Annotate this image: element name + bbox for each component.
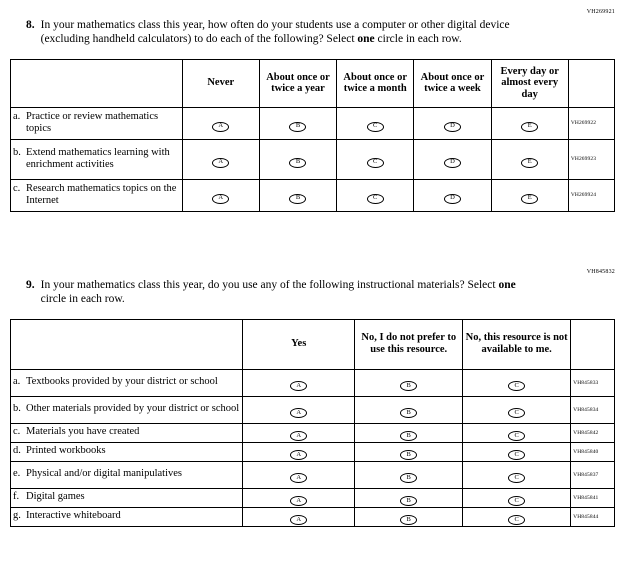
answer-bubble[interactable]: A xyxy=(290,431,307,441)
row-label xyxy=(11,107,183,139)
answer-bubble[interactable]: E xyxy=(521,158,538,168)
row-code: VH269923 xyxy=(568,139,614,179)
row-letter: e. xyxy=(13,468,21,480)
answer-bubble[interactable]: A xyxy=(290,496,307,506)
row-code: VH269922 xyxy=(568,107,614,139)
row-text: Research mathematics topics on the Internet xyxy=(26,183,177,207)
answer-bubble[interactable]: D xyxy=(444,194,461,204)
answer-bubble[interactable]: A xyxy=(290,473,307,483)
table-header-row xyxy=(11,319,615,369)
answer-bubble[interactable]: C xyxy=(508,496,525,506)
row-letter: g. xyxy=(13,510,21,522)
question-8-text-part2: circle in each row. xyxy=(374,33,462,46)
row-letter: d. xyxy=(13,445,21,457)
row-label xyxy=(11,423,243,442)
table-row xyxy=(11,139,615,179)
row-letter: f. xyxy=(13,491,20,503)
row-label xyxy=(11,139,183,179)
answer-cell xyxy=(337,179,414,211)
column-header-never: Never xyxy=(182,59,259,107)
column-header-yes: Yes xyxy=(243,319,355,369)
column-header-week: About once or twice a week xyxy=(414,59,491,107)
answer-cell xyxy=(463,442,571,461)
answer-cell xyxy=(463,461,571,488)
row-text: Digital games xyxy=(26,491,85,503)
answer-bubble[interactable]: C xyxy=(508,450,525,460)
answer-bubble[interactable]: B xyxy=(400,473,417,483)
column-header-no-prefer: No, I do not prefer to use this resource. xyxy=(355,319,463,369)
answer-cell xyxy=(491,179,568,211)
answer-bubble[interactable]: A xyxy=(290,515,307,525)
table-row xyxy=(11,423,615,442)
question-9 xyxy=(10,278,617,307)
row-label xyxy=(11,488,243,507)
answer-cell xyxy=(463,396,571,423)
row-label xyxy=(11,507,243,526)
row-letter: b. xyxy=(13,147,21,159)
row-letter: c. xyxy=(13,426,21,438)
row-code: VH845833 xyxy=(571,369,615,396)
answer-bubble[interactable]: C xyxy=(508,515,525,525)
answer-cell xyxy=(463,507,571,526)
answer-cell xyxy=(243,461,355,488)
answer-cell xyxy=(414,179,491,211)
header-code-cell xyxy=(571,319,615,369)
column-header-everyday: Every day or almost every day xyxy=(491,59,568,107)
answer-cell xyxy=(463,369,571,396)
question-9-table xyxy=(10,319,615,527)
row-letter: b. xyxy=(13,403,21,415)
answer-cell xyxy=(243,442,355,461)
answer-bubble[interactable]: B xyxy=(289,122,306,132)
table-row xyxy=(11,179,615,211)
answer-cell xyxy=(259,107,336,139)
row-text: Physical and/or digital manipulatives xyxy=(26,468,183,480)
row-code: VH845841 xyxy=(571,488,615,507)
table-row xyxy=(11,507,615,526)
header-stub-cell xyxy=(11,59,183,107)
answer-cell xyxy=(182,139,259,179)
answer-bubble[interactable]: C xyxy=(367,122,384,132)
row-code: VH845844 xyxy=(571,507,615,526)
question-9-number: 9. xyxy=(26,278,35,291)
answer-bubble[interactable]: B xyxy=(400,450,417,460)
section-spacer xyxy=(10,212,617,268)
row-code: VH269924 xyxy=(568,179,614,211)
question-9-bold-word: one xyxy=(498,278,516,291)
table-row xyxy=(11,369,615,396)
question-8-table xyxy=(10,59,615,212)
answer-bubble[interactable]: B xyxy=(400,515,417,525)
answer-bubble[interactable]: E xyxy=(521,194,538,204)
answer-cell xyxy=(243,396,355,423)
row-text: Materials you have created xyxy=(26,426,140,438)
answer-cell xyxy=(243,423,355,442)
row-text: Interactive whiteboard xyxy=(26,510,121,522)
answer-cell xyxy=(414,107,491,139)
answer-cell xyxy=(337,107,414,139)
answer-bubble[interactable]: E xyxy=(521,122,538,132)
answer-cell xyxy=(355,369,463,396)
table-row xyxy=(11,442,615,461)
column-header-year: About once or twice a year xyxy=(259,59,336,107)
row-code: VH845834 xyxy=(571,396,615,423)
row-letter: c. xyxy=(13,183,21,195)
answer-cell xyxy=(463,488,571,507)
answer-bubble[interactable]: B xyxy=(400,381,417,391)
table-header-row xyxy=(11,59,615,107)
answer-cell xyxy=(355,423,463,442)
row-letter: a. xyxy=(13,376,21,388)
answer-bubble[interactable]: C xyxy=(508,408,525,418)
answer-cell xyxy=(243,488,355,507)
answer-cell xyxy=(491,139,568,179)
answer-cell xyxy=(243,507,355,526)
table-row xyxy=(11,396,615,423)
table-row xyxy=(11,488,615,507)
row-text: Other materials provided by your district or school xyxy=(26,403,240,415)
answer-bubble[interactable]: A xyxy=(212,158,229,168)
answer-bubble[interactable]: C xyxy=(508,473,525,483)
row-text: Extend mathematics learning with enrichment activities xyxy=(26,147,170,171)
table-row xyxy=(11,107,615,139)
answer-bubble[interactable]: B xyxy=(289,194,306,204)
question-8-number: 8. xyxy=(26,19,35,31)
answer-bubble[interactable]: C xyxy=(508,381,525,391)
answer-cell xyxy=(355,442,463,461)
table-row xyxy=(11,461,615,488)
answer-bubble[interactable]: B xyxy=(400,408,417,418)
answer-bubble[interactable]: B xyxy=(400,431,417,441)
question-8-text-part1: In your mathematics class this year, how often do your students use a computer or other digital device (excluding handheld calculators) to do each of the following? Select xyxy=(40,19,510,46)
question-9-text-part1: In your mathematics class this year, do you use any of the following instructional materials? Select xyxy=(40,278,499,291)
header-code-cell xyxy=(568,59,614,107)
row-letter: a. xyxy=(13,111,21,123)
answer-bubble[interactable]: B xyxy=(400,496,417,506)
question-9-text-part2: circle in each row. xyxy=(40,293,125,306)
answer-cell xyxy=(355,488,463,507)
answer-bubble[interactable]: C xyxy=(508,431,525,441)
question-8-bold-word: one xyxy=(357,33,375,46)
answer-bubble[interactable]: A xyxy=(290,381,307,391)
question-8-text xyxy=(41,18,533,47)
answer-cell xyxy=(355,461,463,488)
row-text: Printed workbooks xyxy=(26,445,106,457)
column-header-no-available: No, this resource is not available to me. xyxy=(463,319,571,369)
question-9-code: VH845832 xyxy=(586,268,615,275)
answer-cell xyxy=(243,369,355,396)
answer-cell xyxy=(259,179,336,211)
answer-bubble[interactable]: A xyxy=(212,122,229,132)
row-code: VH845842 xyxy=(571,423,615,442)
answer-bubble[interactable]: D xyxy=(444,122,461,132)
row-text: Practice or review mathematics topics xyxy=(26,111,159,135)
question-9-text xyxy=(41,278,533,307)
row-label xyxy=(11,396,243,423)
answer-cell xyxy=(355,396,463,423)
row-label xyxy=(11,179,183,211)
column-header-month: About once or twice a month xyxy=(337,59,414,107)
row-label xyxy=(11,442,243,461)
answer-cell xyxy=(414,139,491,179)
answer-cell xyxy=(355,507,463,526)
answer-cell xyxy=(259,139,336,179)
row-label xyxy=(11,461,243,488)
answer-cell xyxy=(182,179,259,211)
answer-bubble[interactable]: B xyxy=(289,158,306,168)
answer-cell xyxy=(182,107,259,139)
answer-bubble[interactable]: D xyxy=(444,158,461,168)
question-8 xyxy=(10,18,617,47)
header-stub-cell xyxy=(11,319,243,369)
row-code: VH845840 xyxy=(571,442,615,461)
answer-bubble[interactable]: A xyxy=(212,194,229,204)
answer-cell xyxy=(491,107,568,139)
answer-bubble[interactable]: C xyxy=(367,194,384,204)
answer-bubble[interactable]: C xyxy=(367,158,384,168)
answer-cell xyxy=(463,423,571,442)
row-code: VH845837 xyxy=(571,461,615,488)
answer-cell xyxy=(337,139,414,179)
row-text: Textbooks provided by your district or school xyxy=(26,376,218,388)
question-8-code: VH269921 xyxy=(586,9,615,15)
row-label xyxy=(11,369,243,396)
answer-bubble[interactable]: A xyxy=(290,408,307,418)
answer-bubble[interactable]: A xyxy=(290,450,307,460)
